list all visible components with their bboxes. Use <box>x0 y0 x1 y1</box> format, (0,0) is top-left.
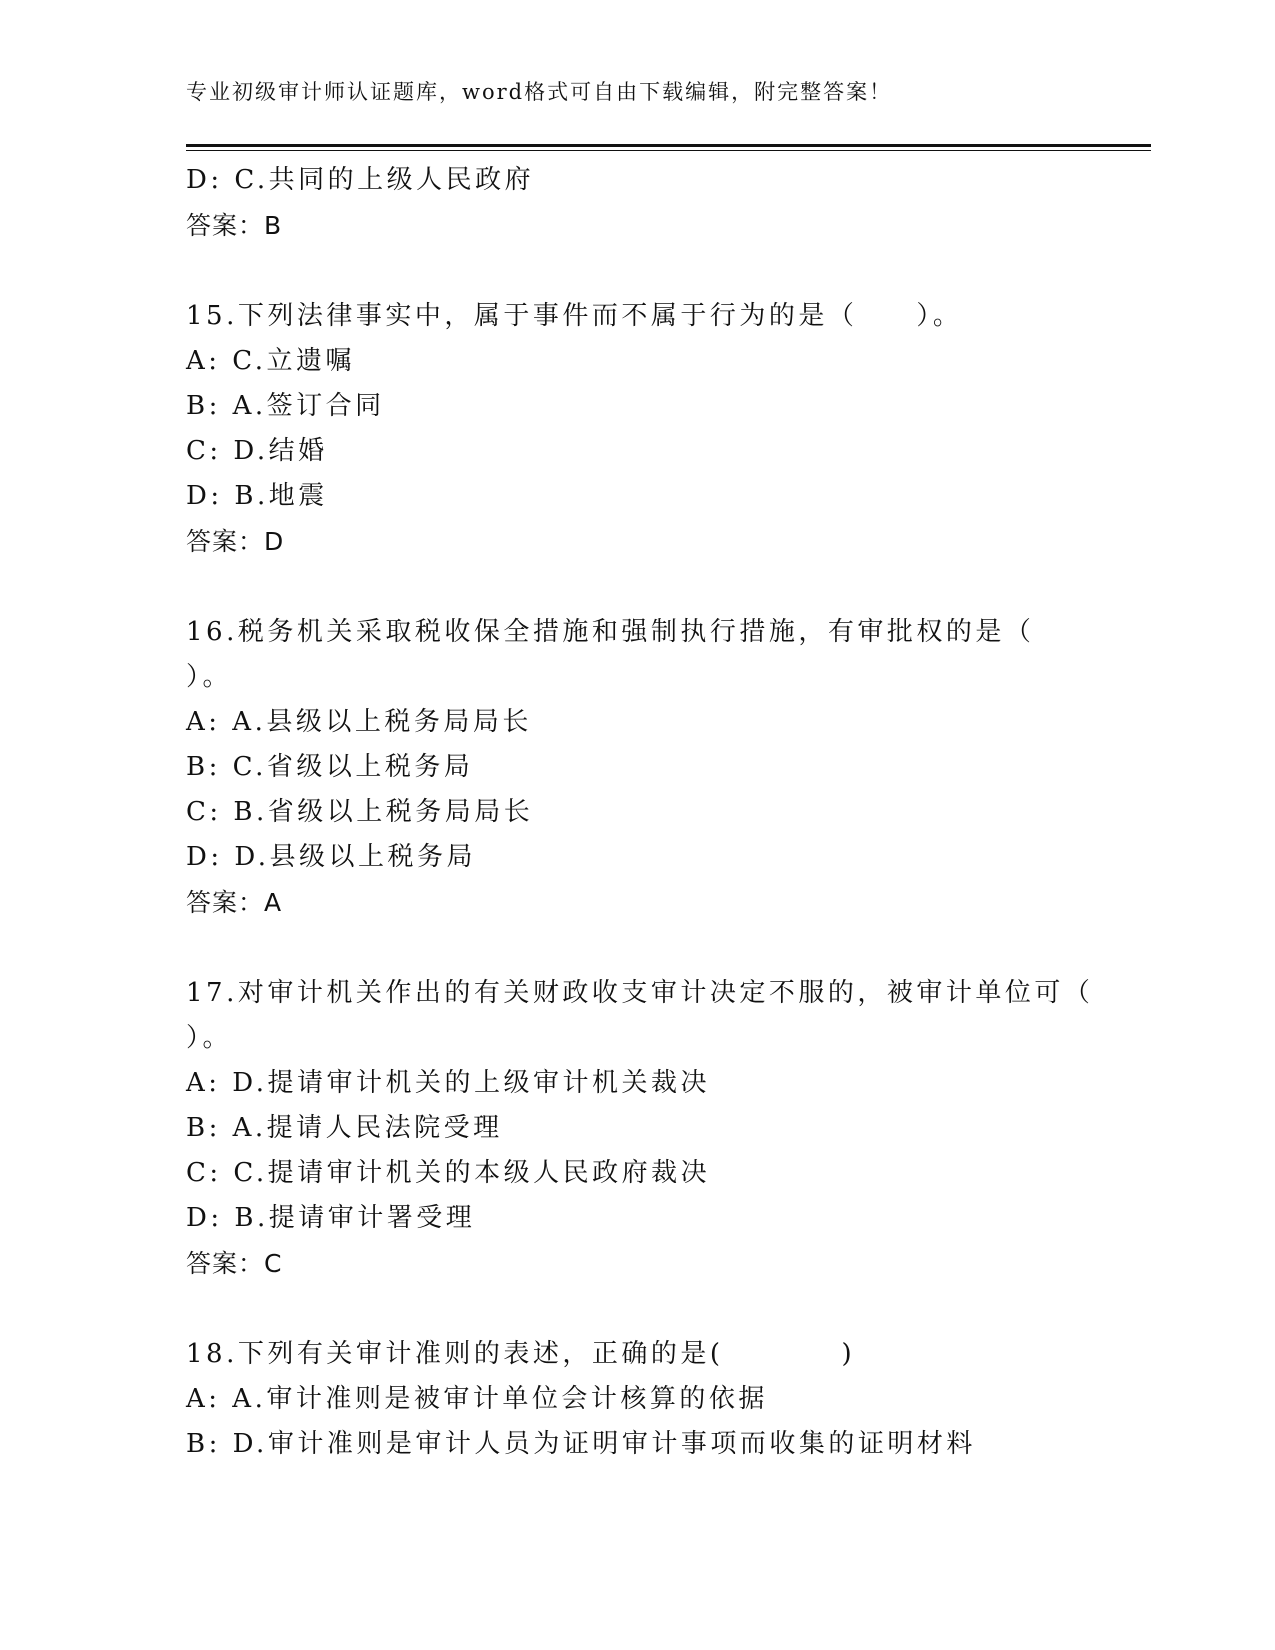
question-gap <box>186 249 1106 294</box>
option-b: B: C.省级以上税务局 <box>186 752 474 782</box>
option-d: D: B.提请审计署受理 <box>186 1203 476 1233</box>
answer-line: 答案：C <box>186 1249 283 1278</box>
option-d: D: D.县级以上税务局 <box>186 842 477 872</box>
question-text: 18.下列有关审计准则的表述，正确的是( ) <box>186 1339 856 1369</box>
option-b: B: A.提请人民法院受理 <box>186 1113 503 1143</box>
question-text: 16.税务机关采取税收保全措施和强制执行措施，有审批权的是（ <box>186 617 1035 647</box>
option-a: A: A.县级以上税务局局长 <box>186 707 532 737</box>
question-gap <box>186 1287 1106 1332</box>
answer-line: 答案：D <box>186 527 285 556</box>
header-rule-thin <box>186 150 1151 151</box>
answer-line: 答案：A <box>186 888 283 917</box>
question-text: 17.对审计机关作出的有关财政收支审计决定不服的，被审计单位可（ <box>186 978 1094 1008</box>
option-d: D: B.地震 <box>186 481 328 511</box>
option-d: D: C.共同的上级人民政府 <box>186 165 535 195</box>
question-text: 15.下列法律事实中，属于事件而不属于行为的是（ ）。 <box>186 301 963 331</box>
option-a: A: C.立遗嘱 <box>186 346 356 376</box>
page-header: 专业初级审计师认证题库，word格式可自由下载编辑，附完整答案！ <box>186 80 893 104</box>
option-c: C: C.提请审计机关的本级人民政府裁决 <box>186 1158 711 1188</box>
question-text-continued: ）。 <box>186 662 233 692</box>
option-a: A: A.审计准则是被审计单位会计核算的依据 <box>186 1384 768 1414</box>
answer-line: 答案：B <box>186 211 283 240</box>
option-c: C: B.省级以上税务局局长 <box>186 797 534 827</box>
option-b: B: A.签订合同 <box>186 391 385 421</box>
option-b: B: D.审计准则是审计人员为证明审计事项而收集的证明材料 <box>186 1429 976 1459</box>
option-c: C: D.结婚 <box>186 436 328 466</box>
question-gap <box>186 565 1106 610</box>
question-text-continued: ）。 <box>186 1023 233 1053</box>
header-rule-thick <box>186 144 1151 147</box>
option-a: A: D.提请审计机关的上级审计机关裁决 <box>186 1068 710 1098</box>
question-gap <box>186 926 1106 971</box>
document-body <box>186 158 1106 1467</box>
